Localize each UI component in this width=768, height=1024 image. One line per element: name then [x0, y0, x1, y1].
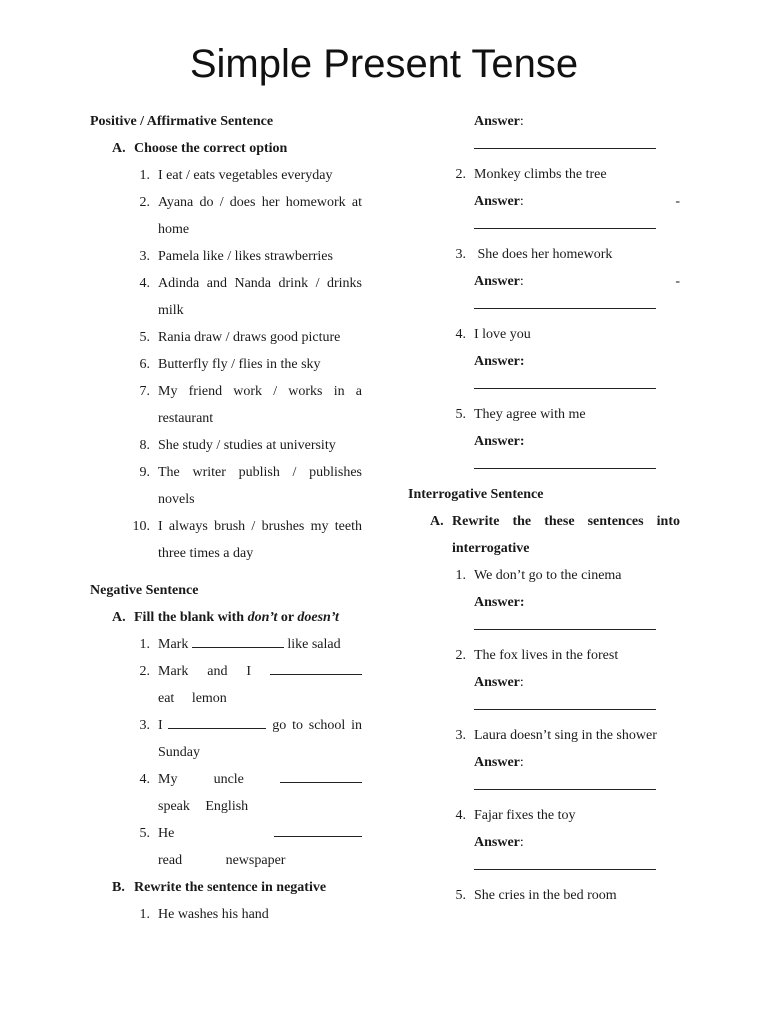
answer-block: Answer:	[408, 829, 680, 870]
answer-line[interactable]	[474, 295, 656, 309]
list-item: 4. My uncle speak English	[132, 766, 362, 820]
answer-block: Answer:	[408, 428, 680, 469]
answer-block: Answer: -	[408, 188, 680, 229]
answer-block: Answer:	[408, 749, 680, 790]
answer-block: Answer: -	[408, 268, 680, 309]
answer-line[interactable]	[474, 375, 656, 389]
positive-part-a-heading	[90, 135, 362, 162]
fill-blank[interactable]	[168, 716, 266, 729]
list-item: 5. He read newspaper	[132, 820, 362, 874]
negative-rewrite-list	[90, 901, 362, 928]
fill-blank[interactable]	[270, 662, 362, 675]
list-item: 8. She study / studies at university	[139, 438, 336, 453]
list-item: 2. Monkey climbs the tree	[455, 167, 607, 182]
list-item: 1. He washes his hand	[139, 907, 269, 922]
list-item: 3. I go to school in Sunday	[139, 718, 362, 760]
answer-line[interactable]	[474, 856, 656, 870]
list-item: 2. Ayana do / does her homework at home	[139, 195, 362, 237]
negative-fill-list	[90, 631, 362, 874]
positive-heading: Positive / Affirmative Sentence	[90, 114, 274, 129]
list-item: 4. Fajar fixes the toy	[455, 808, 576, 823]
answer-line[interactable]	[474, 135, 656, 149]
fill-blank[interactable]	[274, 824, 362, 837]
list-item: 1. I eat / eats vegetables everyday	[139, 168, 333, 183]
list-item: 2. The fox lives in the forest	[455, 648, 619, 663]
list-item: 3. She does her homework	[455, 247, 613, 262]
answer-line[interactable]	[474, 696, 656, 710]
fill-blank[interactable]	[280, 770, 362, 783]
negative-part-a-heading: A. Fill the blank with don’t or doesn’t	[112, 610, 339, 625]
negative-heading: Negative Sentence	[90, 583, 199, 598]
list-item: 1. Mark like salad	[139, 637, 341, 652]
list-item: 3. Laura doesn’t sing in the shower	[455, 728, 657, 743]
list-item: 5. She cries in the bed room	[455, 888, 617, 903]
list-item: 5. Rania draw / draws good picture	[139, 330, 341, 345]
answer-block: Answer:	[408, 589, 680, 630]
fill-blank[interactable]	[192, 635, 284, 648]
negative-part-b-heading: B. Rewrite the sentence in negative	[112, 880, 327, 895]
answer-line[interactable]	[474, 455, 656, 469]
list-item: 9. The writer publish / publishes novels	[139, 465, 362, 507]
list-item: 3. Pamela like / likes strawberries	[139, 249, 333, 264]
answer-line[interactable]	[474, 776, 656, 790]
part-letter: A.	[112, 141, 126, 156]
answer-block: Answer:	[408, 108, 680, 149]
list-item: 4. I love you	[455, 327, 531, 342]
right-column	[408, 108, 680, 909]
list-item: 7. My friend work / works in a restaurant	[139, 384, 362, 426]
answer-block: Answer:	[408, 348, 680, 389]
interrogative-heading: Interrogative Sentence	[408, 487, 544, 502]
answer-block: Answer:	[408, 669, 680, 710]
list-item: 2. Mark and I eat lemon	[132, 658, 362, 712]
list-item: 10. I always brush / brushes my teeth three times a day	[132, 519, 362, 561]
part-label: Choose the correct option	[134, 141, 288, 156]
list-item: 1. We don’t go to the cinema	[455, 568, 622, 583]
list-item: 6. Butterfly fly / flies in the sky	[139, 357, 321, 372]
list-item: 5. They agree with me	[455, 407, 586, 422]
neg-rewrite-list	[408, 161, 680, 188]
list-item: 4. Adinda and Nanda drink / drinks milk	[139, 276, 362, 318]
page-title: Simple Present Tense	[189, 42, 579, 86]
left-column	[90, 108, 362, 928]
positive-list	[90, 162, 362, 567]
interrogative-part-a-heading: A. Rewrite the these sentences into interrogative	[430, 514, 680, 556]
answer-line[interactable]	[474, 215, 656, 229]
answer-line[interactable]	[474, 616, 656, 630]
